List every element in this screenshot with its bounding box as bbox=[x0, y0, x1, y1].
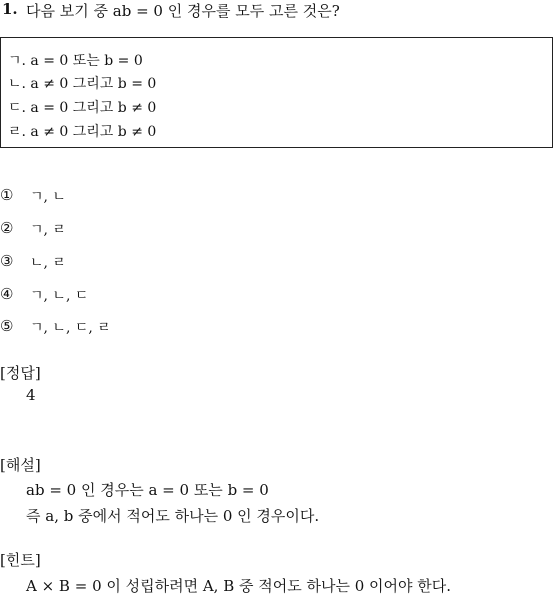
choice-3-number: ③ bbox=[0, 252, 14, 270]
box-item-2: ㄴ. a ≠ 0 그리고 b = 0 bbox=[8, 76, 157, 92]
box-item-3: ㄷ. a = 0 그리고 b ≠ 0 bbox=[8, 100, 157, 116]
question-number: 1. bbox=[2, 0, 18, 18]
choice-1-number: ① bbox=[0, 186, 14, 204]
hint-text: A × B = 0 이 성립하려면 A, B 중 적어도 하나는 0 이어야 한다. bbox=[26, 577, 452, 595]
question-text: 다음 보기 중 ab = 0 인 경우를 모두 고른 것은? bbox=[26, 2, 340, 20]
choice-5-number: ⑤ bbox=[0, 317, 14, 335]
answer-label: [정답] bbox=[0, 364, 41, 382]
hint-label: [힌트] bbox=[0, 551, 41, 569]
box-item-1: ㄱ. a = 0 또는 b = 0 bbox=[8, 53, 143, 69]
explanation-line-1: ab = 0 인 경우는 a = 0 또는 b = 0 bbox=[26, 481, 269, 499]
choice-4-number: ④ bbox=[0, 285, 14, 303]
choice-1-text: ㄱ, ㄴ bbox=[30, 189, 66, 205]
choice-2-text: ㄱ, ㄹ bbox=[30, 222, 66, 238]
box-item-4: ㄹ. a ≠ 0 그리고 b ≠ 0 bbox=[8, 124, 157, 140]
choice-2-number: ② bbox=[0, 219, 14, 237]
choice-3-text: ㄴ, ㄹ bbox=[30, 255, 66, 271]
choice-5-text: ㄱ, ㄴ, ㄷ, ㄹ bbox=[30, 320, 111, 336]
explanation-label: [해설] bbox=[0, 456, 41, 474]
explanation-line-2: 즉 a, b 중에서 적어도 하나는 0 인 경우이다. bbox=[26, 507, 320, 525]
answer-value: 4 bbox=[26, 386, 36, 404]
choice-4-text: ㄱ, ㄴ, ㄷ bbox=[30, 288, 89, 304]
